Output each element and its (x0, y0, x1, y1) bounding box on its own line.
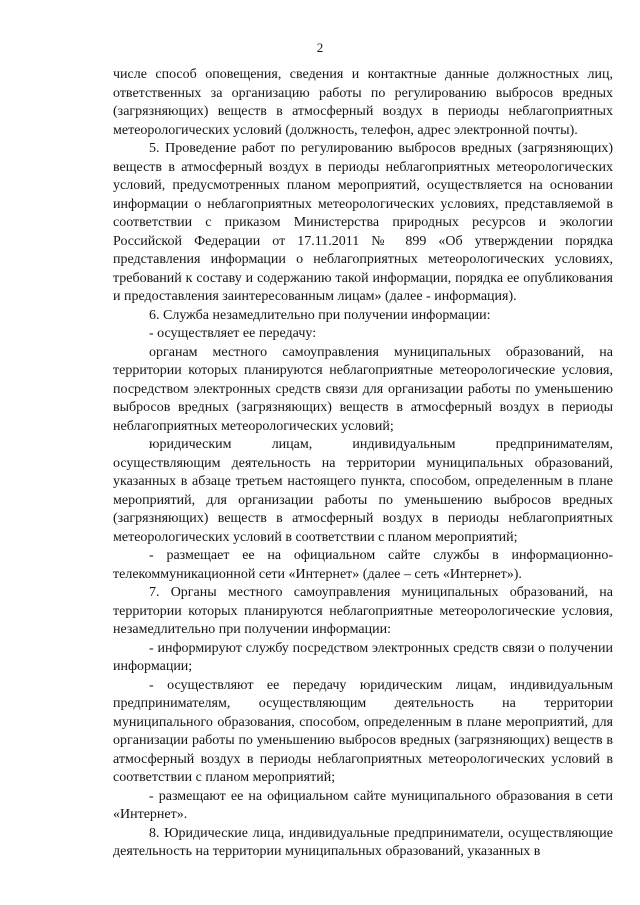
paragraph-7-transfer: - осуществляют ее передачу юридическим лицам, индивидуальным предпринимателям, осуществляющим деятельность на территории муниципального образования, способом, определенным в плане мероприятий, для организации работы по уменьшению выбросов вредных (загрязняющих) веществ в атмосферный воздух в периоды неблагоприятных метеорологических условий в соответствии с планом мероприятий; (113, 677, 613, 785)
paragraph-7: 7. Органы местного самоуправления муниципальных образований, на территории которых планируются неблагоприятные метеорологические условия, незамедлительно при получении информации: (113, 585, 613, 637)
paragraph-6-website: - размещает ее на официальном сайте службы в информационно-телекоммуникационной сети «Интернет» (далее – сеть «Интернет»). (113, 548, 613, 582)
paragraph-6-legal-entities: юридическим лицам, индивидуальным предпринимателям, осуществляющим деятельность на территории муниципальных образований, указанных в абзаце третьем настоящего пункта, способом, определенным в плане мероприятий, для организации работы по уменьшению выбросов вредных (загрязняющих) веществ в атмосферный воздух в периоды неблагоприятных метеорологических условий в соответствии с планом мероприятий; (113, 437, 613, 545)
paragraph-5: 5. Проведение работ по регулированию выбросов вредных (загрязняющих) веществ в атмосферный воздух в периоды неблагоприятных метеорологических условий, предусмотренных планом мероприятий, осуществляется на основании информации о неблагоприятных метеорологических условиях, представляемой в соответствии с приказом Министерства природных ресурсов и экологии Российской Федерации от 17.11.2011 № 899 «Об утверждении порядка представления информации о неблагоприятных метеорологических условиях, требований к составу и содержанию такой информации, порядка ее опубликования и предоставления заинтересованным лицам» (далее - информация). (113, 141, 613, 304)
paragraph-6: 6. Служба незамедлительно при получении информации: (149, 307, 491, 323)
page-number: 2 (316, 40, 324, 55)
paragraph-6-transfer: - осуществляет ее передачу: (149, 326, 317, 341)
paragraph-6-local-authorities: органам местного самоуправления муниципальных образований, на территории которых планируются неблагоприятные метеорологические условия, посредством электронных средств связи для организации работы по уменьшению выбросов вредных (загрязняющих) веществ в атмосферный воздух в периоды неблагоприятных метеорологических условий; (113, 344, 613, 434)
document-body (113, 66, 613, 862)
paragraph-7-website: - размещают ее на официальном сайте муниципального образования в сети «Интернет». (113, 788, 613, 822)
paragraph-7-inform: - информируют службу посредством электронных средств связи о получении информации; (113, 640, 613, 674)
paragraph-8: 8. Юридические лица, индивидуальные предприниматели, осуществляющие деятельность на территории муниципальных образований, указанных в (113, 825, 613, 859)
paragraph-continuation: числе способ оповещения, сведения и контактные данные должностных лиц, ответственных за организацию работы по регулированию выбросов вредных (загрязняющих) веществ в атмосферный воздух в периоды неблагоприятных метеорологических условий (должность, телефон, адрес электронной почты). (113, 67, 613, 138)
